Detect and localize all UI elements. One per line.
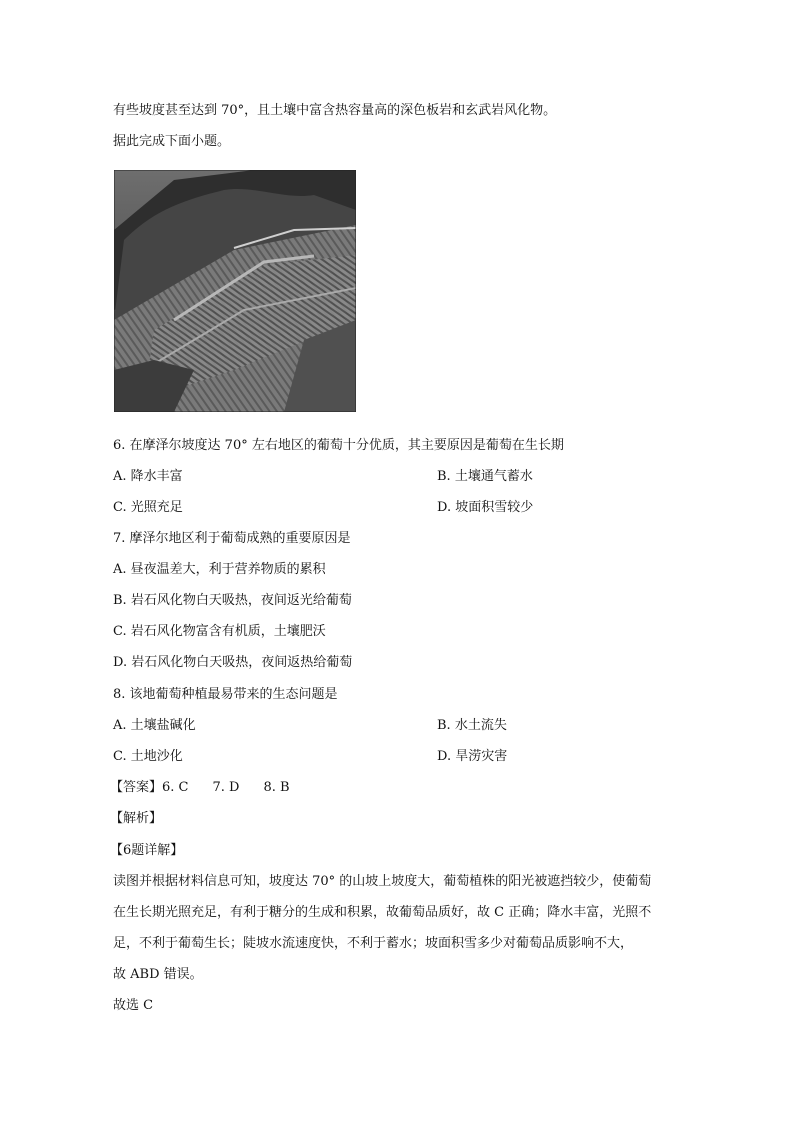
answer-line <box>110 779 290 797</box>
q7-option-a: A. 昼夜温差大，利于营养物质的累积 <box>113 562 326 577</box>
q6-stem: 6. 在摩泽尔坡度达 70° 左右地区的葡萄十分优质，其主要原因是葡萄在生长期 <box>113 438 564 453</box>
terraced-vineyard-photo <box>114 170 356 412</box>
answer-label: 【答案】 <box>110 780 163 795</box>
analysis-paragraph-line-2: 在生长期光照充足，有利于糖分的生成和积累，故葡萄品质好，故 C 正确；降水丰富，光照不 <box>113 905 652 920</box>
q7-option-d: D. 岩石风化物白天吸热，夜间返热给葡萄 <box>113 655 353 670</box>
q8-option-c: C. 土地沙化 <box>113 749 183 764</box>
q8-option-d: D. 旱涝灾害 <box>437 749 508 764</box>
analysis-conclusion: 故选 C <box>113 998 154 1013</box>
answer-q6: 6. C <box>162 780 189 795</box>
q6-option-a: A. 降水丰富 <box>113 469 183 484</box>
q7-option-b: B. 岩石风化物白天吸热，夜间返光给葡萄 <box>113 593 352 608</box>
q8-option-a: A. 土壤盐碱化 <box>113 718 196 733</box>
intro-line-1: 有些坡度甚至达到 70°，且土壤中富含热容量高的深色板岩和玄武岩风化物。 <box>113 103 557 118</box>
q7-option-c: C. 岩石风化物富含有机质，土壤肥沃 <box>113 624 326 639</box>
analysis-paragraph-line-4: 故 ABD 错误。 <box>113 967 203 982</box>
answer-q7: 7. D <box>212 780 240 795</box>
answer-q8: 8. B <box>263 780 290 795</box>
analysis-paragraph-line-3: 足，不利于葡萄生长；陡坡水流速度快，不利于蓄水；坡面积雪多少对葡萄品质影响不大， <box>113 936 634 951</box>
q6-option-b: B. 土壤通气蓄水 <box>437 469 533 484</box>
intro-line-2: 据此完成下面小题。 <box>113 134 231 149</box>
q6-option-c: C. 光照充足 <box>113 500 183 515</box>
analysis-heading: 【解析】 <box>110 811 163 826</box>
q8-stem: 8. 该地葡萄种植最易带来的生态问题是 <box>113 687 338 702</box>
q6-option-d: D. 坡面积雪较少 <box>437 500 534 515</box>
q7-stem: 7. 摩泽尔地区利于葡萄成熟的重要原因是 <box>113 531 351 546</box>
analysis-paragraph-line-1: 读图并根据材料信息可知，坡度达 70° 的山坡上坡度大，葡萄植株的阳光被遮挡较少，使葡萄 <box>113 874 652 889</box>
q8-option-b: B. 水土流失 <box>437 718 507 733</box>
analysis-subheading: 【6题详解】 <box>110 843 184 858</box>
